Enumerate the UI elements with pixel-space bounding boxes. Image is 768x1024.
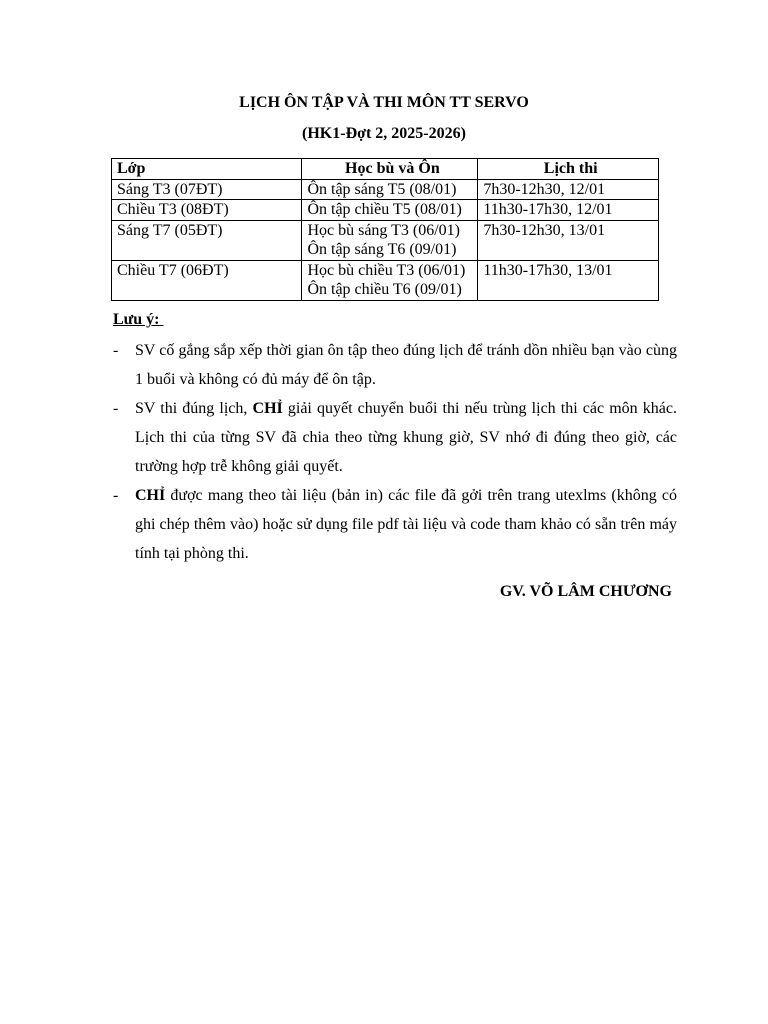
review-line: Học bù chiều T3 (06/01) [307, 261, 466, 279]
review-line: Học bù sáng T3 (06/01) [307, 221, 461, 239]
note-item [111, 394, 677, 481]
document-subtitle: (HK1-Đợt 2, 2025-2026) [302, 125, 466, 142]
review-line: Ôn tập chiều T5 (08/01) [307, 201, 462, 218]
table-row [112, 220, 659, 260]
header-review: Học bù và Ôn [302, 159, 478, 180]
note-dash: - [113, 400, 119, 417]
note-emphasis: CHỈ [135, 487, 166, 504]
class-cell: Sáng T3 (07ĐT) [112, 179, 302, 200]
table-header-row [112, 159, 659, 180]
note-text: được mang theo tài liệu (bản in) các file đã gởi trên trang utexlms (không có ghi chép thêm vào) hoặc sử dụng file pdf tài liệu và code tham khảo có sẵn trên máy tính tại phòng thi. [135, 487, 677, 562]
table-row [112, 260, 659, 300]
table-row [112, 179, 659, 200]
note-text: SV cố gắng sắp xếp thời gian ôn tập theo đúng lịch để tránh dồn nhiều bạn vào cùng 1 buổi và không có đủ máy để ôn tập. [135, 342, 677, 388]
signature: GV. VÕ LÂM CHƯƠNG [499, 583, 672, 600]
table-row [112, 200, 659, 221]
document-title: LỊCH ÔN TẬP VÀ THI MÔN TT SERVO [239, 94, 529, 111]
review-cell [302, 220, 478, 260]
exam-cell: 7h30-12h30, 12/01 [478, 179, 659, 200]
class-cell: Sáng T7 (05ĐT) [112, 220, 302, 260]
notes-list [111, 336, 677, 568]
review-line: Ôn tập chiều T6 (09/01) [307, 281, 462, 298]
exam-cell: 11h30-17h30, 12/01 [478, 200, 659, 221]
note-text: SV thi đúng lịch, [135, 400, 253, 417]
note-dash: - [113, 342, 119, 359]
note-item [111, 481, 677, 568]
notes-heading: Lưu ý: [113, 311, 164, 328]
class-cell: Chiều T7 (06ĐT) [112, 260, 302, 300]
review-cell [302, 179, 478, 200]
note-item [111, 336, 677, 394]
schedule-table [111, 158, 659, 301]
class-cell: Chiều T3 (08ĐT) [112, 200, 302, 221]
note-emphasis: CHỈ [252, 400, 283, 417]
review-line: Ôn tập sáng T6 (09/01) [307, 241, 457, 258]
review-line: Ôn tập sáng T5 (08/01) [307, 180, 457, 198]
review-cell [302, 260, 478, 300]
header-class: Lớp [112, 159, 302, 180]
exam-cell: 7h30-12h30, 13/01 [478, 220, 659, 260]
header-exam: Lịch thi [478, 159, 659, 180]
exam-cell: 11h30-17h30, 13/01 [478, 260, 659, 300]
review-cell [302, 200, 478, 221]
note-text: giải quyết chuyển buổi thi nếu trùng lịch thi các môn khác. Lịch thi của từng SV đã chia theo từng khung giờ, SV nhớ đi đúng theo giờ, các trường hợp trễ không giải quyết. [135, 400, 677, 475]
note-dash: - [113, 487, 119, 504]
